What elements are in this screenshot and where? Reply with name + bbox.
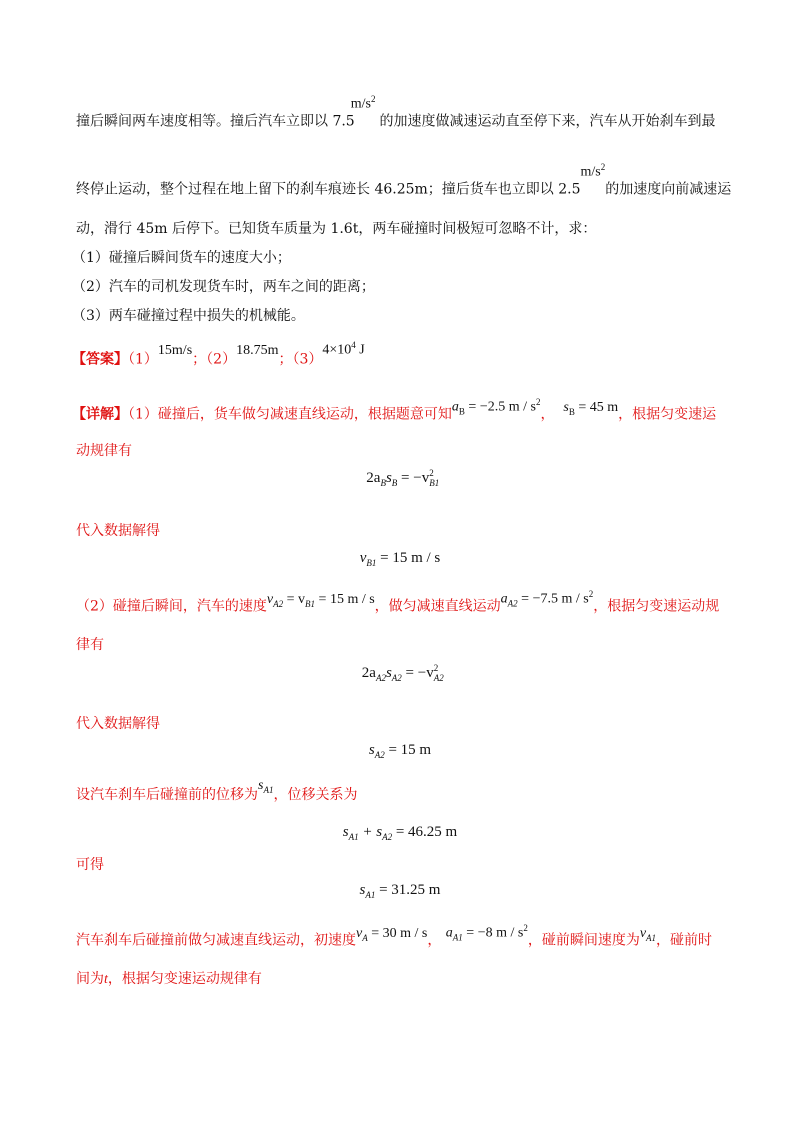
solution-line-2: 动规律有 [76,443,132,459]
var-t: t [104,972,108,987]
answer-part: （1） [128,351,158,368]
solution-line-4: 律有 [76,637,104,653]
problem-line-3: 动，滑行 45m 后停下。已知货车质量为 1.6t，两车碰撞时间极短可忽略不计，求： [76,221,597,237]
formula-aA1: $a_{A1} = -8$ m / $s^2$ [445,923,528,943]
solution-text: ，根据匀变速运 [618,406,717,423]
solution-line-1 [72,397,717,428]
solution-text: ，碰前瞬间速度为 [527,932,640,949]
solution-line-3 [76,589,720,620]
solution-line-7 [76,970,262,989]
formula-vA: $v_A = 30$ m / s [356,925,428,943]
equation-3: $2a_{A2}s_{A2} = -v_{A2}^2$ [361,663,444,683]
answer-value-2: 18.75m [236,342,279,358]
problem-text: 撞后瞬间两车速度相等。撞后汽车立即以 7.5 [76,113,355,130]
solution-text: 设汽车刹车后碰撞前的位移为 [76,787,258,803]
solution-text: 汽车刹车后碰撞前做匀减速直线运动，初速度 [76,932,356,949]
solution-text: 间为 [76,971,104,987]
solution-line-6 [76,923,713,954]
solution-text: ， [427,932,442,949]
solution-text: ，根据匀变速运动规律有 [107,971,262,987]
solution-line-5 [76,778,358,809]
problem-line-2 [76,162,732,200]
answer-value-1: 15m/s [157,342,193,358]
equation-5: $s_{A1} + s_{A2} = 46.25$ m [342,824,458,842]
ke-de: 可得 [76,857,104,873]
answer-label: 【答案】 [72,351,128,368]
solution-text: （2）碰撞后瞬间，汽车的速度 [76,598,267,615]
solution-text: ，根据匀变速运动规 [593,598,720,615]
formula-vA2: $v_{A2} = v_{B1} = 15$ m / s [266,591,375,609]
solution-label: 【详解】 [72,406,128,423]
question-2: （2）汽车的司机发现货车时，两车之间的距离； [72,279,375,295]
unit-label: $m/s^2$ [580,162,606,180]
sub-data-2: 代入数据解得 [76,716,160,732]
formula-aB: $a_B = -2.5$ m / $s^2$ [451,397,541,417]
unit-label: $m/s^2$ [350,94,376,112]
answer-line [72,340,365,370]
answer-part: ；（3） [278,351,323,368]
problem-text: 终停止运动，整个过程在地上留下的刹车痕迹长 46.25m；撞后货车也立即以 2.5 [76,181,581,198]
question-1: （1）碰撞后瞬间货车的速度大小； [72,250,291,266]
solution-text: ，做匀减速直线运动 [374,598,501,615]
formula-aA2: $a_{A2} = -7.5$ m / $s^2$ [500,589,594,609]
equation-6: $s_{A1} = 31.25$ m [359,882,441,900]
answer-part: ；（2） [192,351,237,368]
solution-text: ，位移关系为 [273,787,358,803]
sub-data-1: 代入数据解得 [76,523,160,539]
question-3: （3）两车碰撞过程中损失的机械能。 [72,308,305,324]
problem-text: 的加速度向前减速运 [605,181,732,198]
solution-text: ， [540,406,555,423]
formula-sB: $s_B = 45$ m [563,399,619,417]
solution-text: （1）碰撞后，货车做匀减速直线运动，根据题意可知 [128,406,452,423]
equation-4: $s_{A2} = 15$ m [368,742,432,760]
answer-value-3: $4\times 10^4$ J [322,340,365,358]
formula-sA1: $s_{A1}$ [258,778,274,795]
problem-text: 的加速度做减速运动直至停下来，汽车从开始刹车到最 [379,113,716,130]
equation-2: $v_{B1} = 15$ m / s [359,550,441,568]
equation-1: $2a_Bs_B = -v_{B1}^2$ [366,468,440,488]
problem-line-1 [76,94,716,132]
solution-text: ，碰前时 [656,932,713,949]
formula-vA1: $v_{A1}$ [639,925,657,943]
